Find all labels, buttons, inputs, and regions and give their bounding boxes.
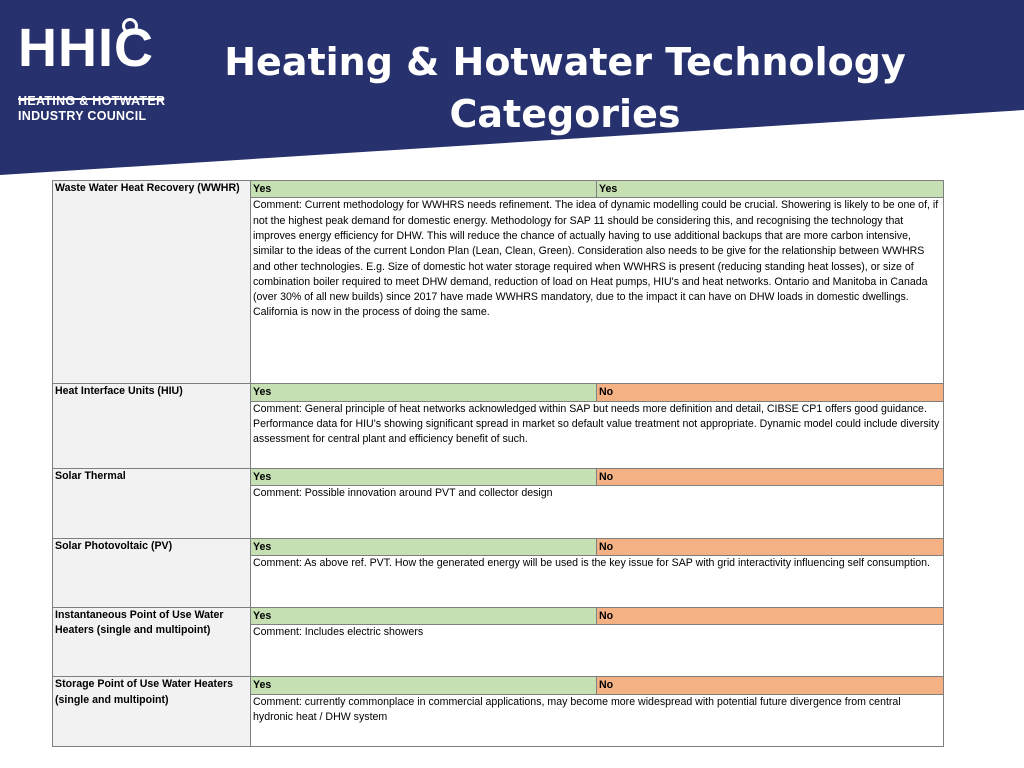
logo-subtitle-line1: HEATING & HOTWATER xyxy=(18,94,166,108)
status-badge-a: Yes xyxy=(251,469,597,486)
technology-categories-table xyxy=(52,180,944,747)
logo-subtitle-line2: INDUSTRY COUNCIL xyxy=(18,109,147,123)
table-row xyxy=(53,677,944,694)
status-badge-b: No xyxy=(597,538,944,555)
status-badge-b: No xyxy=(597,469,944,486)
hhic-logo xyxy=(18,18,168,128)
status-badge-a: Yes xyxy=(251,181,597,198)
row-label: Solar Thermal xyxy=(53,469,251,538)
table-row xyxy=(53,384,944,401)
page-title-line1: Heating & Hotwater Technology xyxy=(224,40,906,84)
table-row xyxy=(53,181,944,198)
row-comment: Comment: Includes electric showers xyxy=(251,625,944,677)
row-label: Instantaneous Point of Use Water Heaters (single and multipoint) xyxy=(53,607,251,676)
status-badge-a: Yes xyxy=(251,677,597,694)
logo-ring-icon xyxy=(122,18,138,34)
page-title-line2: Categories xyxy=(449,92,681,136)
table-row xyxy=(53,538,944,555)
row-label: Waste Water Heat Recovery (WWHR) xyxy=(53,181,251,384)
row-comment: Comment: currently commonplace in commercial applications, may become more widespread with potential future divergence from central hydronic heat / DHW system xyxy=(251,694,944,746)
status-badge-b: No xyxy=(597,384,944,401)
row-comment: Comment: As above ref. PVT. How the generated energy will be used is the key issue for SAP with grid interactivity influencing self consumption. xyxy=(251,555,944,607)
logo-mark: HHIC xyxy=(18,18,154,78)
page-title xyxy=(220,36,910,140)
table-row xyxy=(53,607,944,624)
row-label: Storage Point of Use Water Heaters (single and multipoint) xyxy=(53,677,251,747)
status-badge-b: No xyxy=(597,607,944,624)
row-comment: Comment: Possible innovation around PVT and collector design xyxy=(251,486,944,538)
row-label: Solar Photovoltaic (PV) xyxy=(53,538,251,607)
table-row xyxy=(53,469,944,486)
row-comment: Comment: Current methodology for WWHRS needs refinement. The idea of dynamic modelling could be crucial. Showering is likely to be one of, if not the highest peak demand for domestic energy. Methodology for SAP 11 should be considering this, and recognising the technology that improves energy efficiency for DHW. This will reduce the chance of actually having to use additional backups that are more carbon intensive, similar to the ideas of the current London Plan (Lean, Clean, Green). Consideration also needs to be give for the relationship between WWHRS and other technologies. E.g. Size of domestic hot water storage required when WWHRS is present (reducing standing heat losses), or size of combination boiler required to meet DHW demand, reduction of load on Heat pumps, HIU's and heat networks. Ontario and Manitoba in Canada (over 30% of all new builds) since 2017 have made WWHRS mandatory, due to the impact it can have on DHW loads in domestic dwellings. California is now in the process of doing the same. xyxy=(251,198,944,384)
row-comment: Comment: General principle of heat networks acknowledged within SAP but needs more definition and detail, CIBSE CP1 offers good guidance. Performance data for HIU's showing significant spread in market so default value treatment not appropriate. Dynamic model could include diversity assessment for central plant and efficiency benefit of such. xyxy=(251,401,944,468)
status-badge-a: Yes xyxy=(251,538,597,555)
row-label: Heat Interface Units (HIU) xyxy=(53,384,251,469)
status-badge-b: Yes xyxy=(597,181,944,198)
status-badge-a: Yes xyxy=(251,384,597,401)
status-badge-a: Yes xyxy=(251,607,597,624)
status-badge-b: No xyxy=(597,677,944,694)
